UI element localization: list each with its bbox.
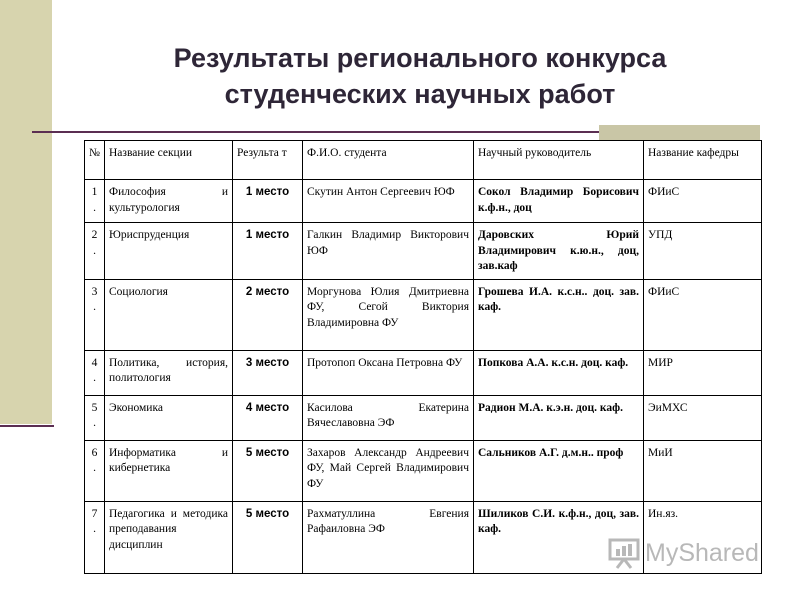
row-department: Ин.яз.	[644, 501, 762, 573]
row-result: 3 место	[233, 350, 303, 395]
row-section: Политика, история, политология	[105, 350, 233, 395]
side-decor-bar	[0, 0, 52, 424]
row-section: Педагогика и методика преподавания дисциплин	[105, 501, 233, 573]
row-result: 1 место	[233, 180, 303, 223]
header-num: №	[85, 141, 105, 180]
row-result: 5 место	[233, 501, 303, 573]
table-row	[85, 440, 762, 501]
header-department: Название кафедры	[644, 141, 762, 180]
presentation-board-icon	[607, 537, 641, 569]
table-row	[85, 279, 762, 350]
row-supervisor: Попкова А.А. к.с.н. доц. каф.	[474, 350, 644, 395]
row-section: Информатика и кибернетика	[105, 440, 233, 501]
table-row	[85, 395, 762, 440]
row-department: МиИ	[644, 440, 762, 501]
header-student: Ф.И.О. студента	[303, 141, 474, 180]
row-supervisor: Грошева И.А. к.с.н.. доц. зав. каф.	[474, 279, 644, 350]
table-row	[85, 350, 762, 395]
row-department: ФИиС	[644, 180, 762, 223]
row-student: Рахматуллина Евгения Рафаиловна ЭФ	[303, 501, 474, 573]
row-student: Галкин Владимир Викторович ЮФ	[303, 223, 474, 280]
header-supervisor: Научный руководитель	[474, 141, 644, 180]
title-line-2: студенческих научных работ	[224, 79, 616, 109]
header-section: Название секции	[105, 141, 233, 180]
row-section: Экономика	[105, 395, 233, 440]
row-student: Захаров Александр Андреевич ФУ, Май Сергей Владимирович ФУ	[303, 440, 474, 501]
row-student: Моргунова Юлия Дмитриевна ФУ, Сегой Виктория Владимировна ФУ	[303, 279, 474, 350]
row-section: Философия и культурология	[105, 180, 233, 223]
row-section: Юриспруденция	[105, 223, 233, 280]
row-num: 7 .	[85, 501, 105, 573]
row-num: 6 .	[85, 440, 105, 501]
row-result: 5 место	[233, 440, 303, 501]
row-department: МИР	[644, 350, 762, 395]
row-num: 2 .	[85, 223, 105, 280]
title-line-1: Результаты регионального конкурса	[173, 43, 667, 73]
row-result: 2 место	[233, 279, 303, 350]
slide-title	[80, 40, 760, 112]
row-student: Протопоп Оксана Петровна ФУ	[303, 350, 474, 395]
side-decor-line	[0, 425, 54, 427]
row-section: Социология	[105, 279, 233, 350]
watermark	[607, 537, 759, 569]
row-supervisor: Радион М.А. к.э.н. доц. каф.	[474, 395, 644, 440]
row-student: Скутин Антон Сергеевич ЮФ	[303, 180, 474, 223]
row-student: Касилова Екатерина Вячеславовна ЭФ	[303, 395, 474, 440]
row-department: ЭиМХС	[644, 395, 762, 440]
row-num: 3 .	[85, 279, 105, 350]
accent-block	[599, 125, 760, 140]
row-department: ФИиС	[644, 279, 762, 350]
row-result: 4 место	[233, 395, 303, 440]
row-result: 1 место	[233, 223, 303, 280]
row-supervisor: Сальников А.Г. д.м.н.. проф	[474, 440, 644, 501]
header-result: Результа т	[233, 141, 303, 180]
table-row	[85, 180, 762, 223]
row-department: УПД	[644, 223, 762, 280]
row-supervisor: Даровских Юрий Владимирович к.ю.н., доц, зав.каф	[474, 223, 644, 280]
row-supervisor: Сокол Владимир Борисович к.ф.н., доц	[474, 180, 644, 223]
table-header-row	[85, 141, 762, 180]
row-num: 4 .	[85, 350, 105, 395]
watermark-text: MyShared	[645, 538, 759, 567]
row-num: 5 .	[85, 395, 105, 440]
row-supervisor: Шиликов С.И. к.ф.н., доц, зав. каф.	[474, 501, 644, 573]
table-row	[85, 223, 762, 280]
results-table	[84, 140, 762, 574]
row-num: 1 .	[85, 180, 105, 223]
